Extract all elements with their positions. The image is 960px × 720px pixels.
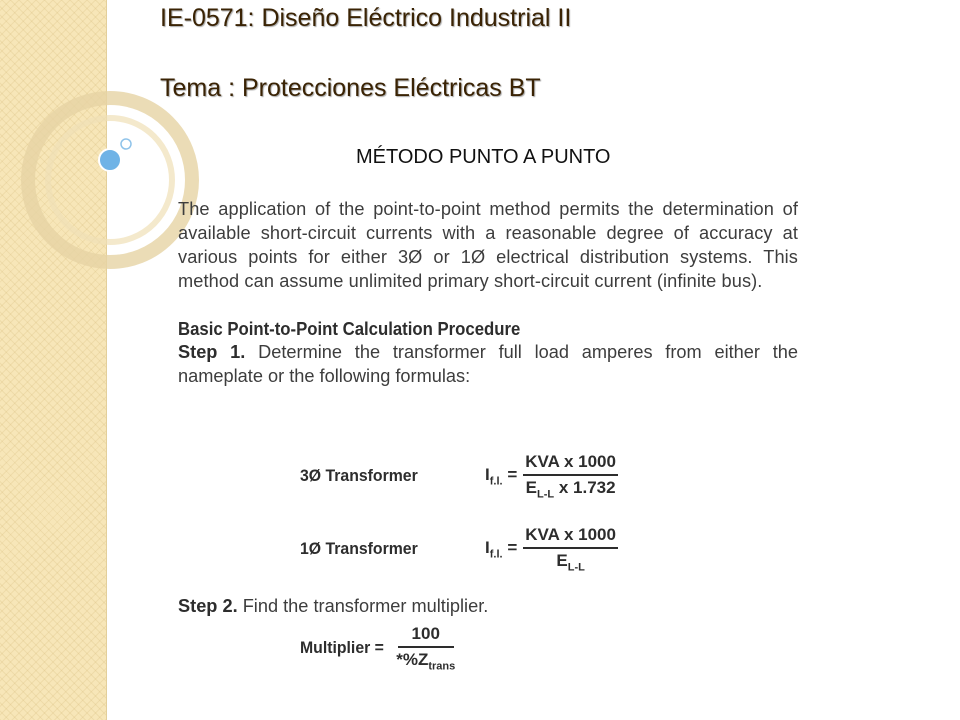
formula-3-phase-denominator: $E_{L-L}$ x 1.732 (525, 478, 616, 501)
formula-3-phase-lhs: $I_{f.l.}$ = (485, 465, 518, 488)
formula-3-phase-numerator: KVA x 1000 (523, 452, 618, 476)
slide-title-course: IE-0571: Diseño Eléctrico Industrial II (160, 4, 572, 32)
formula-1-phase-denominator: $E_{L-L}$ (556, 551, 585, 574)
step-2-label: Step 2. (178, 596, 238, 616)
step-1-label: Step 1. (178, 342, 246, 362)
slide-title-topic: Tema : Protecciones Eléctricas BT (160, 74, 541, 102)
multiplier-label: Multiplier = (300, 638, 384, 658)
formula-3-phase-label: 3Ø Transformer (300, 466, 418, 486)
intro-paragraph: The application of the point-to-point method permits the determination of available short-circuit currents with a reasonable degree of accuracy at various points for either 3Ø or 1Ø electrical distribution systems. This method can assume unlimited primary short-circuit current (infinite bus). (178, 199, 798, 291)
formula-1-phase (300, 525, 618, 573)
multiplier-fraction (396, 624, 455, 672)
step-2-text: Find the transformer multiplier. (237, 596, 489, 616)
formula-1-phase-label: 1Ø Transformer (300, 539, 418, 559)
document-excerpt (178, 197, 798, 388)
formula-1-phase-fraction (523, 525, 618, 573)
step-1-text: Determine the transformer full load amperes from either the nameplate or the following formulas: (178, 342, 798, 386)
formula-3-phase-fraction (523, 452, 618, 500)
small-ring-dot (121, 139, 131, 149)
slide-subtitle: MÉTODO PUNTO A PUNTO (356, 146, 611, 168)
formula-1-phase-numerator: KVA x 1000 (523, 525, 618, 549)
multiplier-denominator: $*\%Z_{trans}$ (396, 650, 456, 673)
multiplier-numerator: 100 (398, 624, 454, 648)
step-2-paragraph (178, 594, 488, 618)
step-1-paragraph (178, 340, 798, 388)
formula-1-phase-lhs: $I_{f.l.}$ = (485, 538, 518, 561)
procedure-title: Basic Point-to-Point Calculation Procedure (178, 319, 521, 339)
blue-bullet-dot (99, 149, 121, 171)
formula-multiplier (300, 624, 455, 672)
formula-3-phase (300, 452, 618, 500)
